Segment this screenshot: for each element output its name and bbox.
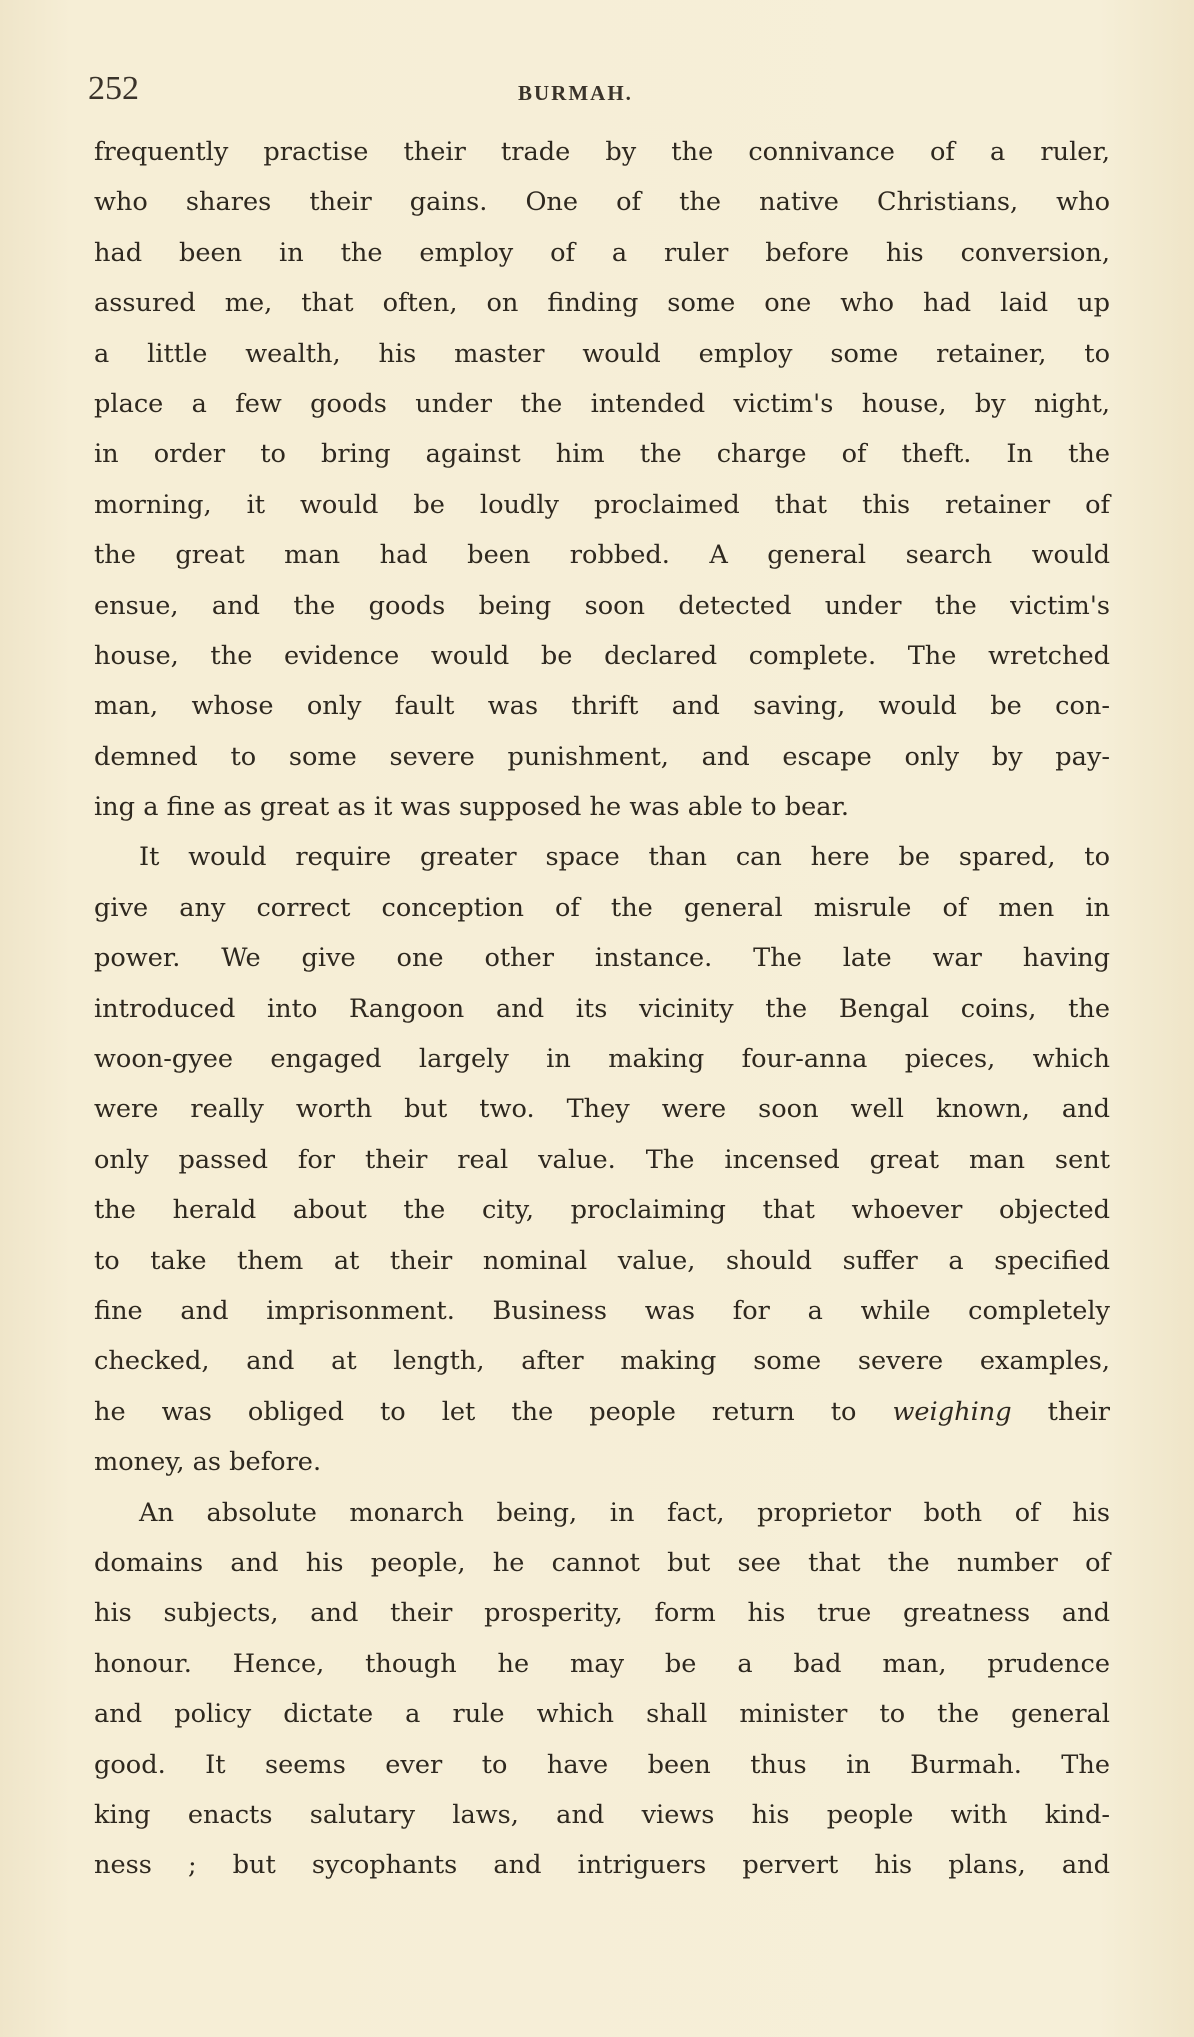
page-number: 252	[88, 70, 139, 107]
text-segment: he was obliged to let the people return to	[94, 1396, 857, 1427]
text-line: who shares their gains. One of the native Christians, who	[94, 187, 1110, 218]
text-line: fine and imprisonment. Business was for a while completely	[94, 1295, 1110, 1326]
page-header	[88, 64, 1108, 114]
text-line: in order to bring against him the charge of theft. In the	[94, 439, 1110, 470]
text-line: ing a fine as great as it was supposed he was able to bear.	[94, 792, 850, 823]
text-line: had been in the employ of a ruler before his conversion,	[94, 237, 1110, 268]
text-line: money, as before.	[94, 1447, 322, 1478]
text-line: place a few goods under the intended victim's house, by night,	[94, 388, 1110, 419]
text-line: frequently practise their trade by the connivance of a ruler,	[94, 137, 1110, 167]
text-line: and policy dictate a rule which shall minister to the general	[94, 1699, 1110, 1730]
text-line: his subjects, and their prosperity, form his true greatness and	[94, 1598, 1110, 1629]
text-line: ness ; but sycophants and intriguers pervert his plans, and	[94, 1850, 1110, 1881]
text-line: the herald about the city, proclaiming that whoever objected	[94, 1195, 1110, 1226]
text-line: only passed for their real value. The incensed great man sent	[94, 1144, 1110, 1175]
text-line: good. It seems ever to have been thus in Burmah. The	[94, 1749, 1110, 1780]
text-line: power. We give one other instance. The late war having	[94, 943, 1110, 974]
text-line: house, the evidence would be declared complete. The wretched	[94, 640, 1110, 671]
text-line	[94, 1387, 1110, 1437]
text-line: introduced into Rangoon and its vicinity the Bengal coins, the	[94, 993, 1110, 1024]
body-text	[94, 127, 1110, 1891]
italic-word: weighing	[892, 1396, 1012, 1427]
text-line: It would require greater space than can here be spared, to	[139, 842, 1110, 873]
text-line: honour. Hence, though he may be a bad man, prudence	[94, 1648, 1110, 1679]
text-line: checked, and at length, after making some severe examples,	[94, 1346, 1110, 1377]
text-line: An absolute monarch being, in fact, proprietor both of his	[139, 1497, 1110, 1528]
text-line: morning, it would be loudly proclaimed that this retainer of	[94, 489, 1110, 520]
running-head: BURMAH.	[518, 81, 633, 105]
text-line: give any correct conception of the general misrule of men in	[94, 892, 1110, 923]
text-line: man, whose only fault was thrift and saving, would be con-	[94, 691, 1110, 722]
text-line: assured me, that often, on finding some one who had laid up	[94, 288, 1110, 319]
text-line: were really worth but two. They were soon well known, and	[94, 1094, 1110, 1125]
text-line: demned to some severe punishment, and escape only by pay-	[94, 741, 1110, 772]
text-line: king enacts salutary laws, and views his people with kind-	[94, 1799, 1110, 1830]
text-segment: their	[1047, 1396, 1111, 1427]
text-line: woon-gyee engaged largely in making four-anna pieces, which	[94, 1044, 1110, 1075]
text-line: a little wealth, his master would employ some retainer, to	[94, 338, 1110, 369]
text-line: ensue, and the goods being soon detected under the victim's	[94, 590, 1110, 621]
text-line: the great man had been robbed. A general search would	[94, 540, 1110, 571]
text-line: domains and his people, he cannot but see that the number of	[94, 1547, 1110, 1578]
text-line: to take them at their nominal value, should suffer a specified	[94, 1245, 1110, 1276]
